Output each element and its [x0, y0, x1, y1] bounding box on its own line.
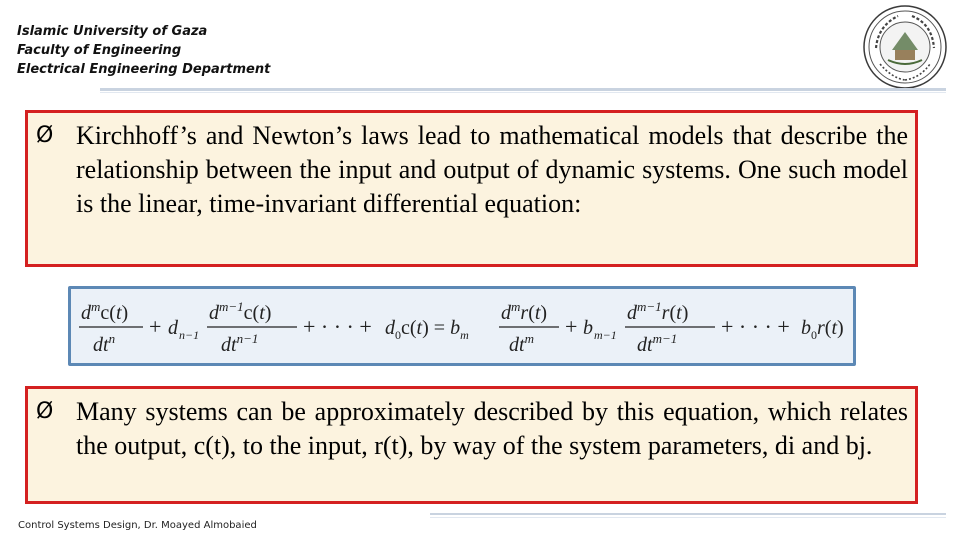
header-department: Electrical Engineering Department: [17, 62, 271, 77]
svg-text:dmc(t): $d^mc(t)$: [81, 299, 129, 324]
bullet-panel-1: [25, 110, 918, 267]
university-seal-icon: [862, 4, 948, 90]
footer-divider: [430, 513, 946, 515]
svg-text:dtn−1: $dt^{n-1}$: [221, 331, 259, 356]
svg-text:+: +: [149, 314, 162, 339]
bullet-text-1: Kirchhoff’s and Newton’s laws lead to mathematical models that describe the relationship between the input and output of dynamic systems. One such model is the linear, time-invariant differential equation:: [76, 121, 908, 218]
header-divider: [100, 88, 946, 91]
svg-text:dtm−1: $dt^{m-1}$: [637, 331, 678, 356]
differential-equation: [68, 286, 856, 366]
bullet-item-1: [36, 119, 908, 263]
bullet-item-2: [36, 395, 908, 501]
svg-text:dmr(t): $d^mr(t)$: [501, 299, 548, 324]
footer-divider-shadow: [430, 517, 946, 518]
svg-text:+ · · · +: + · · · +: [721, 314, 790, 339]
equation-term-input-derivative: [499, 299, 559, 356]
equation-term-output-derivative-2: [207, 299, 297, 356]
footer-credit: Control Systems Design, Dr. Moayed Almobaied: [18, 520, 257, 531]
svg-text:m−1: m−1: [594, 328, 617, 342]
svg-text:dm−1r(t): $d^{m-1}r(t)$: [627, 299, 689, 324]
bullet-arrow-icon: Ø: [36, 123, 54, 148]
header-university: Islamic University of Gaza: [17, 24, 208, 39]
equation-term-output-derivative: [79, 299, 143, 356]
svg-text:b: b: [583, 317, 593, 339]
institution-header: [17, 22, 270, 79]
svg-text:dtm: $dt^m$: [509, 331, 534, 356]
svg-text:d0c(t) = bm: $d_0c(t) = b_m$: [385, 317, 469, 342]
svg-text:+: +: [565, 314, 578, 339]
header-divider-shadow: [100, 92, 946, 93]
equation-term-input-derivative-2: [625, 299, 715, 356]
svg-text:dtn: $dt^n$: [93, 331, 116, 356]
svg-text:n−1: n−1: [179, 328, 200, 342]
svg-text:d: d: [168, 317, 178, 339]
svg-text:dm−1c(t): $d^{m-1}c(t)$: [209, 299, 272, 324]
svg-text:+ · · · +: + · · · +: [303, 314, 372, 339]
bullet-arrow-icon: Ø: [36, 399, 54, 424]
bullet-text-2: Many systems can be approximately described by this equation, which relates the output, c(t), to the input, r(t), by way of the system parameters, di and bj.: [76, 397, 908, 460]
header-faculty: Faculty of Engineering: [17, 43, 182, 58]
bullet-panel-2: [25, 386, 918, 504]
svg-text:b0r(t): $b_0r(t)$: [801, 317, 844, 342]
